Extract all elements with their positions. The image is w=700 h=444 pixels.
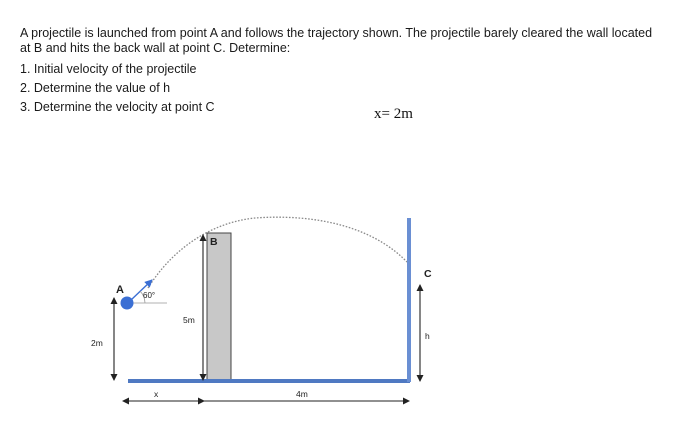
launch-height-label: 2m bbox=[91, 338, 103, 348]
wall-height-label: 5m bbox=[183, 315, 195, 325]
problem-statement-line-1: A projectile is launched from point A and follows the trajectory shown. The projectile barely cleared the wall located bbox=[20, 26, 653, 40]
angle-label: 60° bbox=[143, 291, 156, 300]
back-wall bbox=[407, 218, 411, 382]
given-x-value: x= 2m bbox=[374, 106, 413, 122]
question-2: 2. Determine the value of h bbox=[20, 81, 171, 95]
ground-line bbox=[128, 379, 410, 383]
question-1: 1. Initial velocity of the projectile bbox=[20, 62, 197, 76]
x-distance-label: x bbox=[154, 389, 159, 399]
h-label: h bbox=[425, 331, 430, 341]
problem-statement-line-2: at B and hits the back wall at point C. Determine: bbox=[20, 41, 291, 55]
question-3: 3. Determine the velocity at point C bbox=[20, 100, 215, 114]
projectile-ball bbox=[121, 297, 134, 310]
trajectory-curve bbox=[148, 217, 407, 288]
point-b-label: B bbox=[210, 236, 218, 248]
4m-distance-label: 4m bbox=[296, 389, 308, 399]
point-c-label: C bbox=[424, 268, 432, 280]
wall-b bbox=[207, 233, 231, 382]
point-a-label: A bbox=[116, 284, 124, 296]
